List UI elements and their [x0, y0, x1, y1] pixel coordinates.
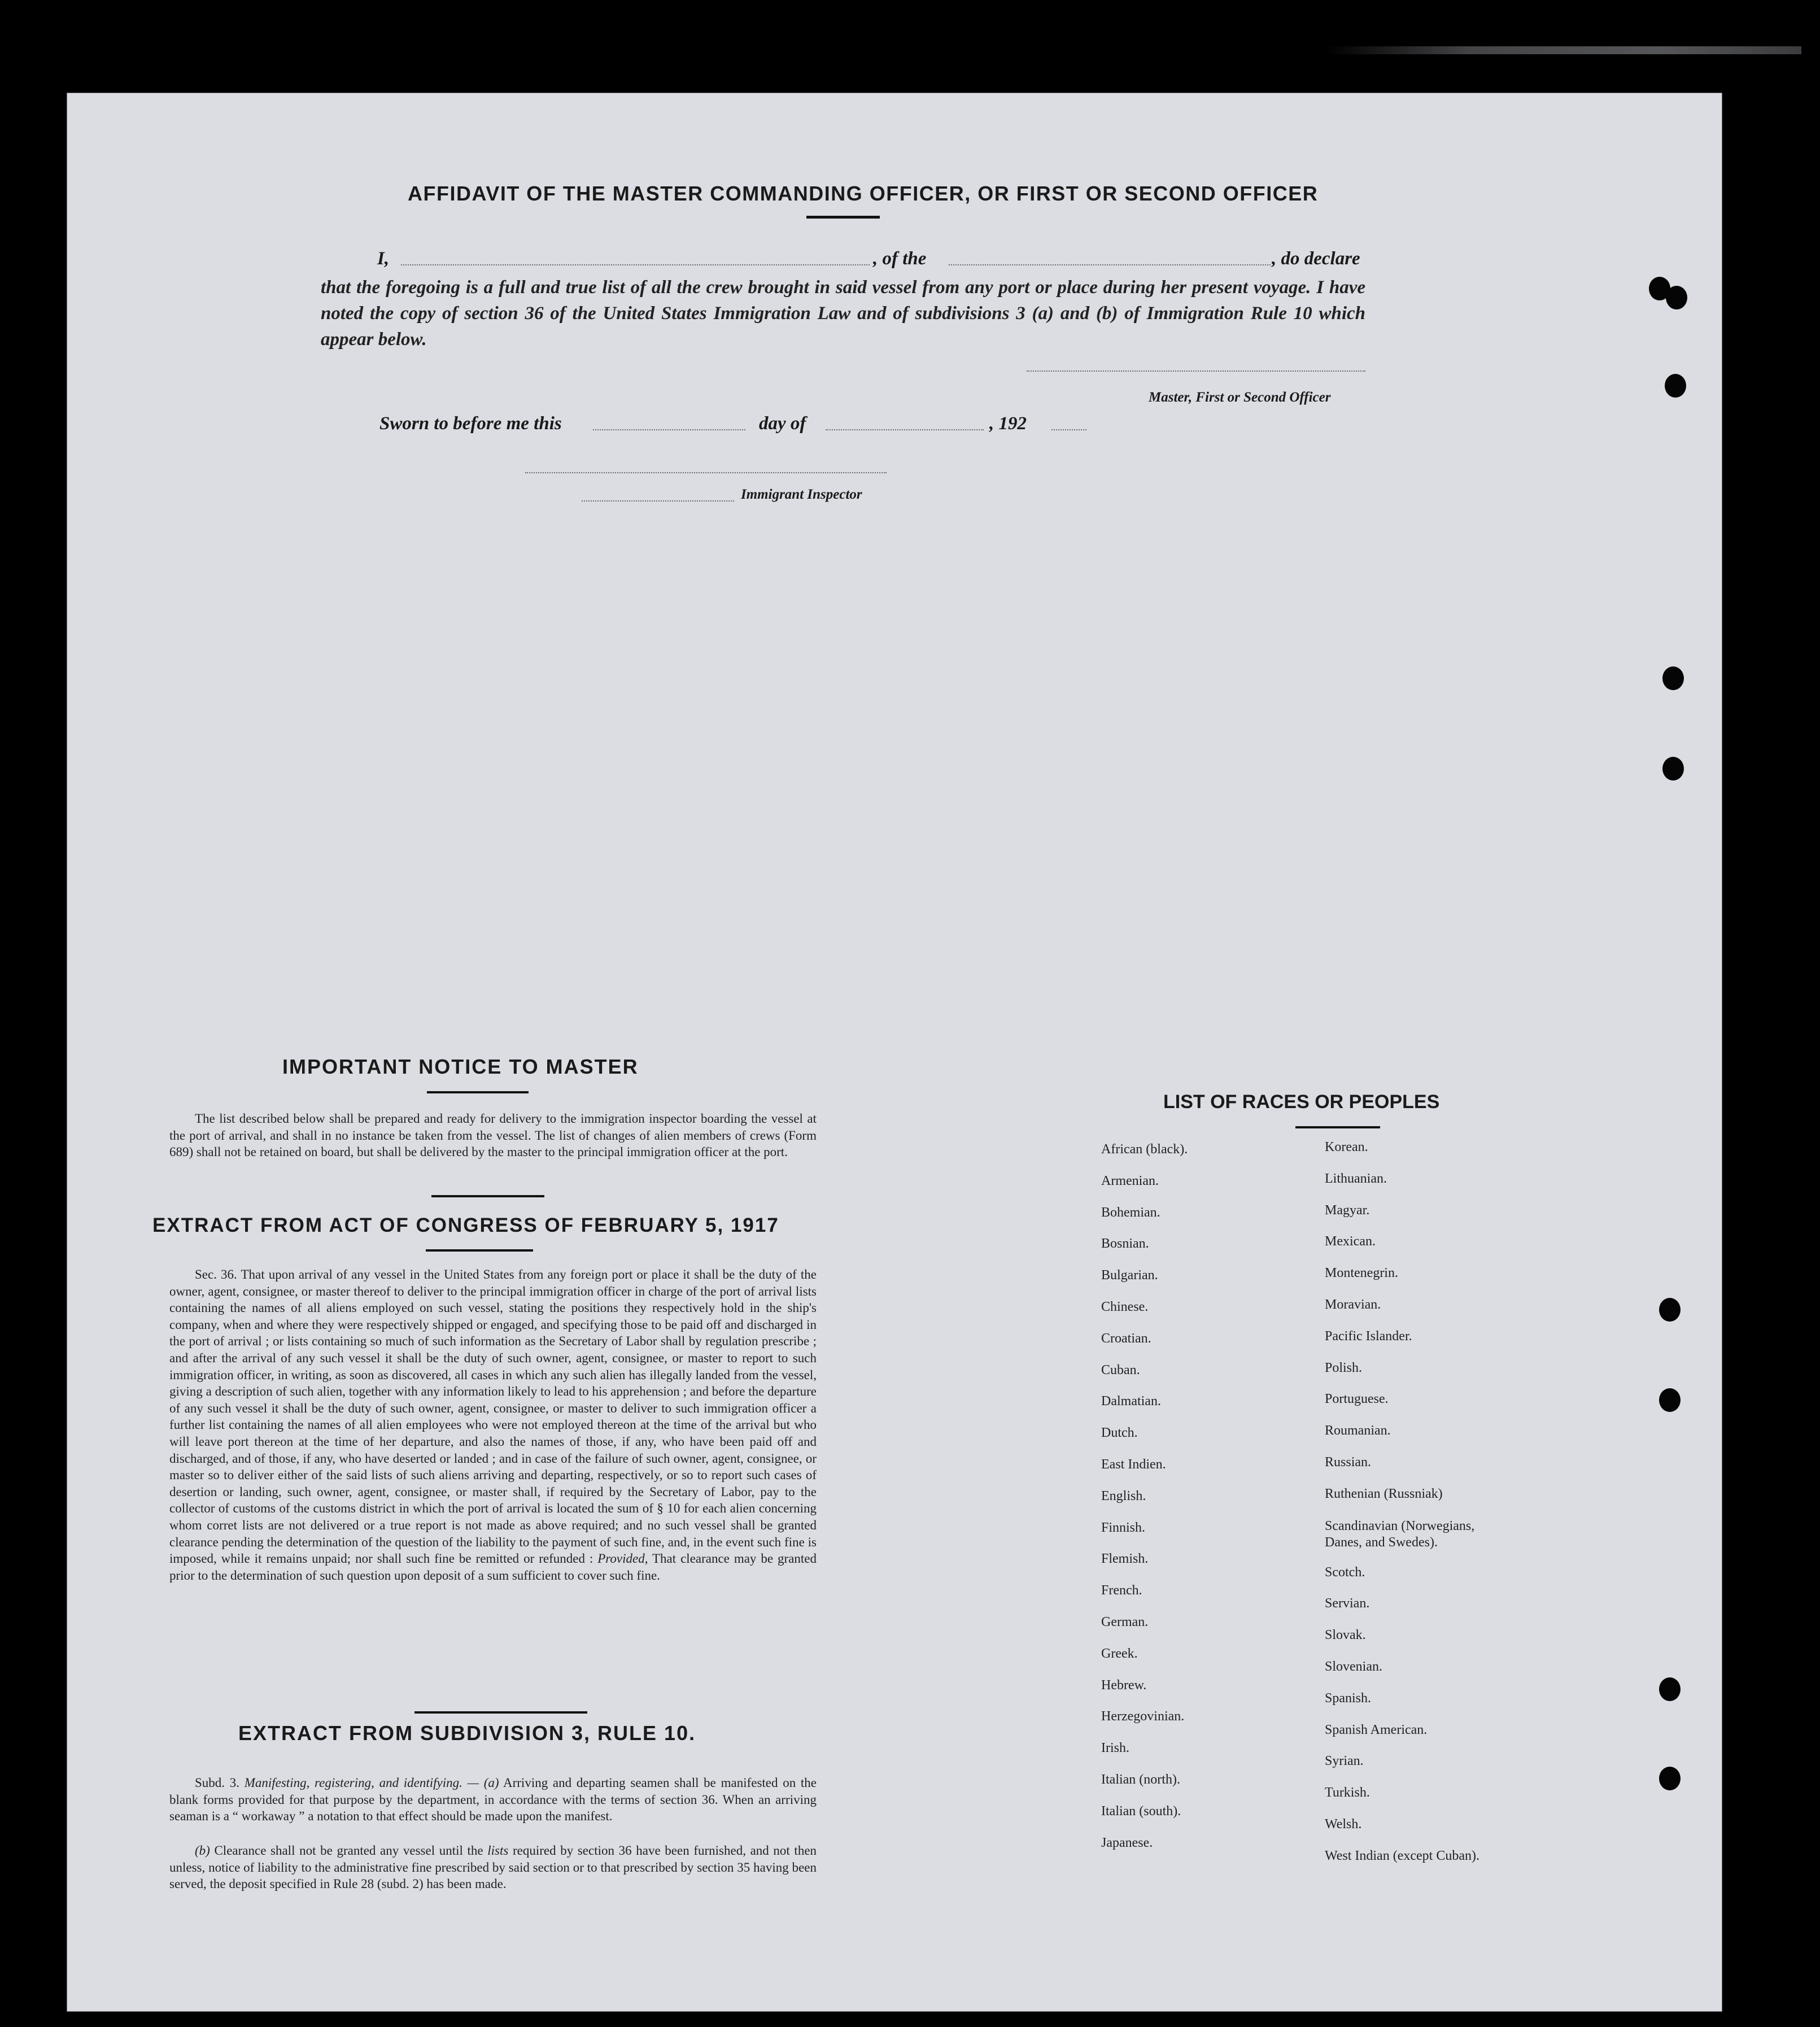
punch-hole	[1662, 666, 1684, 690]
declarant-prefix: I,	[377, 249, 390, 269]
race-item: Servian.	[1325, 1596, 1370, 1611]
b-label: (b)	[195, 1843, 210, 1858]
race-item: Mexican.	[1325, 1234, 1376, 1249]
races-title-underline	[1295, 1126, 1380, 1128]
notice-separator	[431, 1195, 544, 1197]
race-item: Polish.	[1325, 1360, 1363, 1375]
inspector-signature-field-2[interactable]	[582, 500, 734, 502]
race-item: Hebrew.	[1101, 1677, 1147, 1693]
notice-title: IMPORTANT NOTICE TO MASTER	[282, 1055, 639, 1078]
title-underline	[806, 216, 880, 219]
scan-streak	[1327, 46, 1801, 54]
of-the-label: , of the	[873, 249, 927, 269]
race-item: Dalmatian.	[1101, 1394, 1161, 1409]
race-item: Flemish.	[1101, 1551, 1149, 1567]
do-declare-label: , do declare	[1272, 249, 1360, 269]
race-item: Armenian.	[1101, 1173, 1159, 1188]
officer-signature-label: Master, First or Second Officer	[1149, 390, 1331, 405]
race-item: Irish.	[1101, 1741, 1129, 1756]
race-item: Scotch.	[1325, 1564, 1365, 1580]
inspector-label: Immigrant Inspector	[741, 487, 862, 502]
race-item: Scandinavian (Norwegians, Danes, and Swedes).	[1325, 1518, 1475, 1550]
race-item: Italian (south).	[1101, 1803, 1181, 1819]
sworn-day-field[interactable]	[593, 429, 745, 430]
punch-hole	[1659, 1677, 1681, 1701]
sworn-month-field[interactable]	[826, 429, 984, 430]
races-right-column	[1325, 1140, 1511, 1880]
lists-word: lists	[487, 1843, 509, 1858]
race-item: Spanish American.	[1325, 1722, 1428, 1737]
race-item: Pacific Islander.	[1325, 1328, 1412, 1344]
race-item: Greek.	[1101, 1646, 1138, 1661]
affidavit-title: AFFIDAVIT OF THE MASTER COMMANDING OFFICER, OR FIRST OR SECOND OFFICER	[408, 182, 1319, 205]
declaration-text: that the foregoing is a full and true list of all the crew brought in said vessel from any port or place during her present voyage. I have noted the copy of section 36 of the United States Immigration Law and of subdivisions 3 (a) and (b) of Immigration Rule 10 which appear below.	[321, 277, 1365, 350]
race-item: Bohemian.	[1101, 1205, 1160, 1220]
sec-text: That upon arrival of any vessel in the United States from any foreign port or place it shall be the duty of the owner, agent, consignee, or master thereof to deliver to the principal immigration officer in charge of the port of arrival lists containing the names of all aliens employed on such vessel, stating the positions they respectively hold in the ship's company, when and where they were respectively shipped or engaged, and specifying those to be paid off and discharged in the port of arrival ; or lists containing so much of such information as the Secretary of Labor shall by regulation prescribe ; and after the arrival of any such vessel it shall be the duty of such owner, agent, consignee, or master to report to such immigration officer, in writing, as soon as discovered, all cases in which any such alien has illegally landed from the vessel, giving a description of such alien, together with any information likely to lead to his apprehension ; and before the departure of any such vessel it shall be the duty of such owner, agent, consignee, or master to deliver to such immigration officer a further list containing the names of all alien employees who were not employed thereon at the time of the arrival but who will leave port thereon at the time of her departure, and also the names of those, if any, who have been paid off and discharged, and of those, if any, who have deserted or landed ; and in case of the failure of such owner, agent, consignee, or master so to deliver either of the said lists of such aliens arriving and departing, respectively, or so to report such cases of desertion or landing, such owner, agent, consignee, or master shall, if required by the Secretary of Labor, pay to the collector of customs of the customs district in which the port of arrival is located the sum of § 10 for each alien concerning whom corret lists are not delivered or a true report is not made as above required; and no such vessel shall be granted clearance pending the determination of the question of the liability to the payment of such fine, and, in the event such fine is imposed, while it remains unpaid; nor shall such fine be remitted or refunded :	[169, 1267, 817, 1566]
sec-text-end: That clearance may be granted prior to the determination of such question upon deposit of a sum sufficient to cover such fine.	[169, 1551, 817, 1583]
subd-label: Subd. 3.	[195, 1776, 239, 1790]
act-extract-title: EXTRACT FROM ACT OF CONGRESS OF FEBRUARY 5, 1917	[152, 1214, 779, 1236]
race-item: Russian.	[1325, 1454, 1372, 1470]
race-item: Montenegrin.	[1325, 1266, 1398, 1281]
race-item: Japanese.	[1101, 1835, 1153, 1850]
officer-signature-field[interactable]	[1027, 370, 1365, 372]
rule-extract-text-b	[169, 1842, 817, 1893]
act-separator	[414, 1711, 587, 1714]
punch-hole	[1659, 1767, 1681, 1790]
race-item: Bulgarian.	[1101, 1268, 1158, 1283]
inspector-signature-field[interactable]	[525, 472, 887, 473]
race-item: English.	[1101, 1488, 1146, 1503]
sec-label: Sec. 36.	[195, 1267, 237, 1281]
act-extract-text	[169, 1266, 817, 1584]
race-item: Slovenian.	[1325, 1659, 1382, 1674]
race-item: Chinese.	[1101, 1299, 1149, 1314]
race-item: French.	[1101, 1583, 1142, 1598]
races-left-column	[1101, 1142, 1188, 1867]
year-prefix: , 192	[989, 413, 1027, 434]
subd-text-a: Arriving and departing seamen shall be manifested on the blank forms provided for that purpose by the department, in accordance with the terms of section 36. When an arriving seaman is a “ workaway ” a notation to that effect should be made upon the manifest.	[169, 1776, 817, 1824]
text-b-2: required by section 36 have been furnished, and not then unless, notice of liability to the administrative fine prescribed by said section or to that prescribed by section 35 having been served, the deposit specified in Rule 28 (subd. 2) has been made.	[169, 1843, 817, 1891]
sworn-year-field[interactable]	[1051, 429, 1086, 430]
race-item: Herzegovinian.	[1101, 1709, 1185, 1724]
race-item: Finnish.	[1101, 1520, 1146, 1535]
race-item: Roumanian.	[1325, 1423, 1391, 1438]
race-item: Lithuanian.	[1325, 1171, 1387, 1186]
provided-word: Provided,	[597, 1551, 648, 1566]
race-item: Slovak.	[1325, 1628, 1366, 1643]
race-item: Spanish.	[1325, 1690, 1372, 1706]
vessel-name-field[interactable]	[949, 264, 1271, 265]
race-item: Italian (north).	[1101, 1772, 1180, 1787]
text-b-1: Clearance shall not be granted any vessel until the	[214, 1843, 483, 1858]
race-item: Syrian.	[1325, 1754, 1364, 1769]
race-item: Welsh.	[1325, 1816, 1362, 1832]
punch-hole	[1659, 1388, 1681, 1412]
race-item: Ruthenian (Russniak)	[1325, 1486, 1443, 1501]
race-item: African (black).	[1101, 1142, 1188, 1157]
declarant-name-field[interactable]	[401, 264, 870, 265]
race-item: Dutch.	[1101, 1426, 1138, 1441]
race-item: Bosnian.	[1101, 1236, 1149, 1252]
rule-extract-title: EXTRACT FROM SUBDIVISION 3, RULE 10.	[238, 1721, 696, 1745]
day-of-label: day of	[759, 413, 806, 434]
race-item: Turkish.	[1325, 1785, 1370, 1801]
punch-hole	[1659, 1298, 1681, 1322]
punch-hole	[1662, 757, 1684, 781]
act-title-underline	[426, 1249, 533, 1252]
race-item: East Indien.	[1101, 1457, 1166, 1472]
subd-heading: Manifesting, registering, and identifying. — (a)	[244, 1776, 499, 1790]
race-item: Korean.	[1325, 1140, 1368, 1154]
rule-extract-text-a	[169, 1775, 817, 1825]
race-item: Cuban.	[1101, 1362, 1140, 1378]
sworn-prefix: Sworn to before me this	[379, 413, 562, 434]
race-item: Croatian.	[1101, 1331, 1151, 1346]
race-item: Moravian.	[1325, 1297, 1381, 1312]
race-item: Portuguese.	[1325, 1392, 1389, 1407]
notice-text: The list described below shall be prepared and ready for delivery to the immigration inspector boarding the vessel at the port of arrival, and shall in no instance be taken from the vessel. The list of changes of alien members of crews (Form 689) shall not be retained on board, but shall be delivered by the master to the principal immigration officer at the port.	[169, 1111, 817, 1159]
punch-hole	[1666, 286, 1687, 310]
punch-hole	[1665, 374, 1686, 398]
race-item: German.	[1101, 1614, 1149, 1629]
race-item: West Indian (except Cuban).	[1325, 1848, 1479, 1863]
race-item: Magyar.	[1325, 1202, 1370, 1218]
notice-title-underline	[427, 1091, 529, 1093]
races-title: LIST OF RACES OR PEOPLES	[1163, 1091, 1440, 1113]
